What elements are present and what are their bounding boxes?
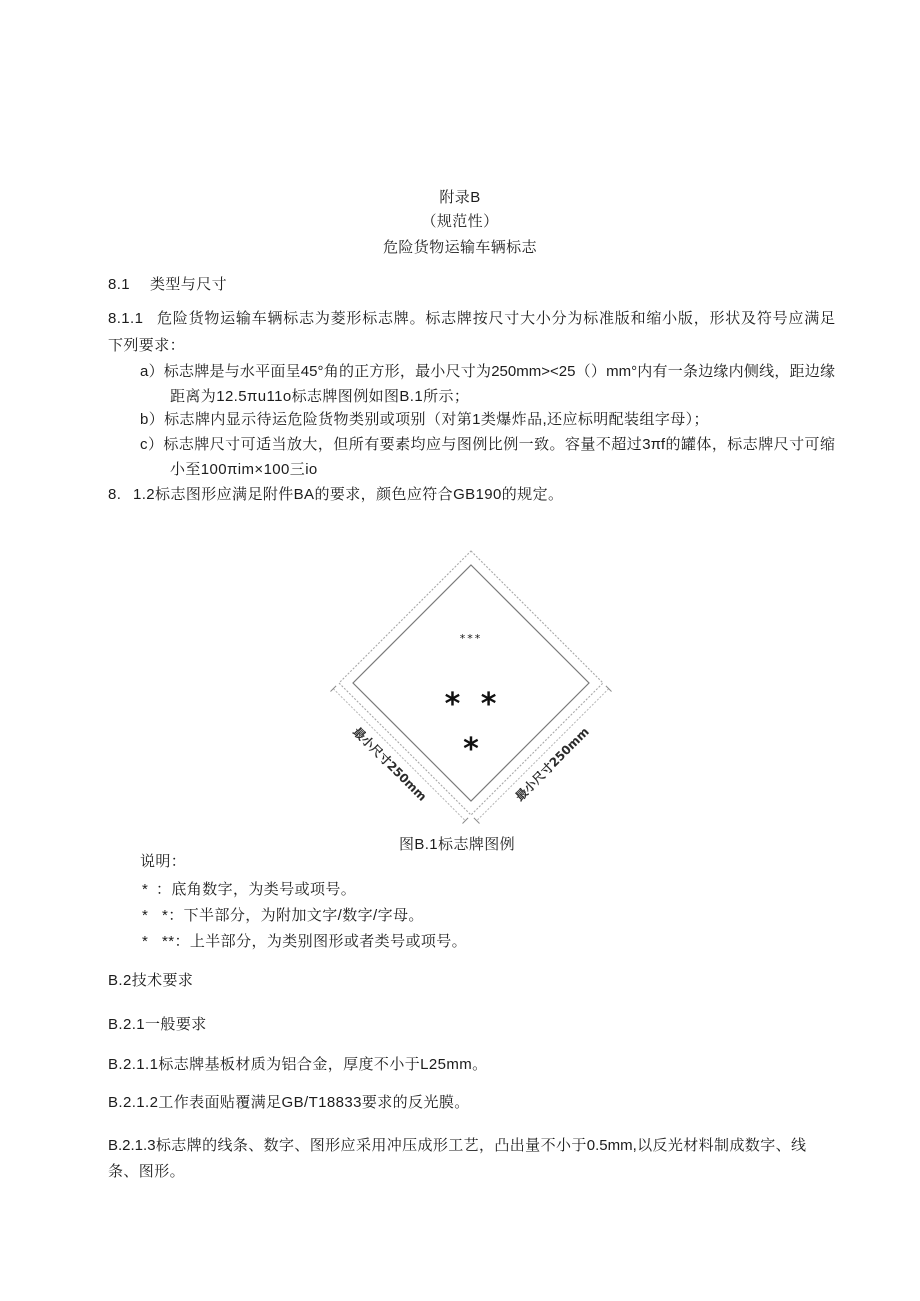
middle-mark: * * <box>444 687 502 722</box>
dimension-tick-right-start <box>606 686 612 692</box>
clause-8-1-2-number: 8. <box>108 486 122 503</box>
figure-caption: 图B.1标志牌图例 <box>398 836 516 853</box>
legend-item-text: ：底角数字，为类号或项号。 <box>156 881 357 898</box>
placard-figure <box>320 530 620 835</box>
appendix-label: 附录B <box>439 189 481 206</box>
dimension-label-right: 最小尺寸250mm <box>512 724 592 804</box>
legend-item-bullet: * <box>142 933 149 950</box>
legend-item-text: *：下半部分，为附加文字/数字/字母。 <box>162 907 424 924</box>
clause-b2-1-3-line2: 条、图形。 <box>108 1163 186 1180</box>
section-b2-1-heading: B.2.1一般要求 <box>108 1016 207 1033</box>
section-8-1-title: 类型与尺寸 <box>150 276 228 293</box>
list-item-a-line1: a）标志牌是与水平面呈45°角的正方形，最小尺寸为250mm><25（）mm°内有一条边缘内侧线，距边缘 <box>140 363 835 380</box>
clause-8-1-1-line1: 危险货物运输车辆标志为菱形标志牌。标志牌按尺寸大小分为标准版和缩小版，形状及符号应满足 <box>157 310 835 327</box>
section-8-1-number: 8.1 <box>108 276 131 293</box>
list-item-a-line2: 距离为12.5πu11o标志牌图例如图B.1所示； <box>170 388 470 405</box>
legend-item-text: **：上半部分，为类别图形或者类号或项号。 <box>162 933 468 950</box>
top-mark: *** <box>459 632 483 645</box>
legend-title: 说明： <box>140 853 187 870</box>
list-item-c-line2: 小至100πim×100三io <box>170 461 318 478</box>
clause-8-1-2-text: 1.2标志图形应满足附件BA的要求，颜色应符合GB190的规定。 <box>133 486 564 503</box>
appendix-type: （规范性） <box>421 213 499 230</box>
clause-b2-1-2: B.2.1.2工作表面贴覆满足GB/T18833要求的反光膜。 <box>108 1094 470 1111</box>
legend-item-bullet: * <box>142 907 149 924</box>
outer-diamond-border <box>339 551 603 815</box>
clause-b2-1-1: B.2.1.1标志牌基板材质为铝合金，厚度不小于L25mm。 <box>108 1056 488 1073</box>
dimension-tick-left-start <box>331 686 337 692</box>
dimension-label-left: 最小尺寸250mm <box>350 724 430 804</box>
clause-8-1-1-number: 8.1.1 <box>108 310 144 327</box>
bottom-mark: * <box>463 732 479 767</box>
list-item-b-line1: b）标志牌内显示待运危险货物类别或项别（对第1类爆炸品,还应标明配装组字母）； <box>140 411 709 428</box>
section-b2-heading: B.2技术要求 <box>108 972 194 989</box>
appendix-title: 危险货物运输车辆标志 <box>382 239 537 256</box>
clause-8-1-1-line2: 下列要求： <box>108 337 186 354</box>
clause-b2-1-3-line1: B.2.1.3标志牌的线条、数字、图形应采用冲压成形工艺，凸出量不小于0.5mm,以反光材料制成数字、线 <box>108 1137 806 1154</box>
legend-item-bullet: * <box>142 881 149 898</box>
list-item-c-line1: c）标志牌尺寸可适当放大，但所有要素均应与图例比例一致。容量不超过3πf的罐体，标志牌尺寸可缩 <box>140 436 835 453</box>
